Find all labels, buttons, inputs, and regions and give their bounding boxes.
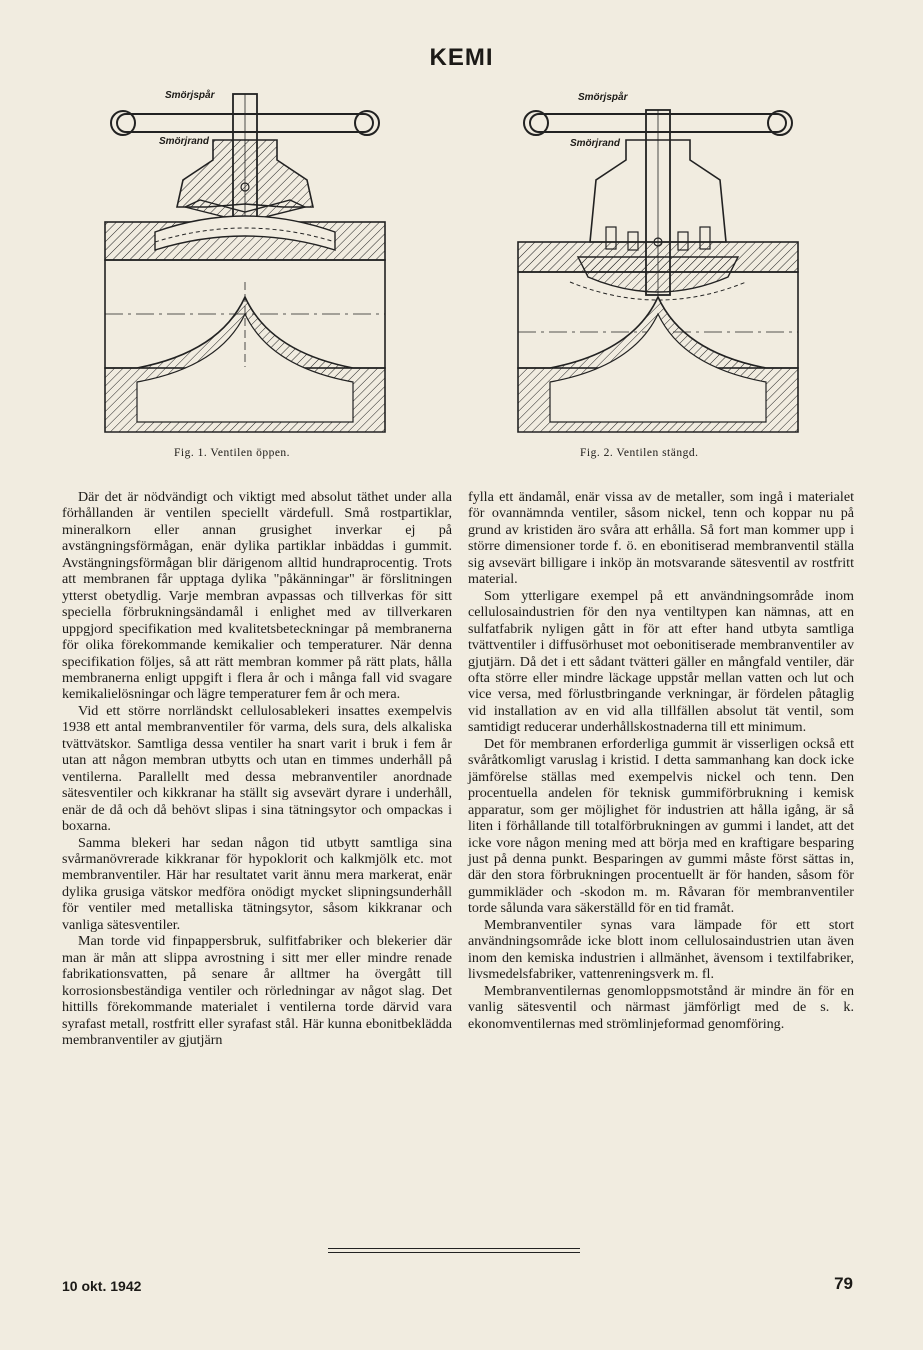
paragraph: Som ytterligare exempel på ett användningsområde inom cellulosaindustrien för den nya ventiltypen kan nämnas, att en sulfatfabrik nyligen gått in för att efter hand utbyta samtliga tvättventiler i diffusörhuset mot oebonitiserade membranventiler av gjutjärn. Då det i ett sådant tvätteri gäller en mångfald ventiler, där ofta större eller mindre läckage uppstår mellan vatten och lut och vice versa, med förlustbringande verkningar, är fördelen påtaglig vid installation av en vid alla tillfällen absolut tät ventil, som samtidigt reducerar underhållskostnaderna till ett minimum.: [468, 587, 854, 736]
issue-date: 10 okt. 1942: [62, 1278, 142, 1294]
paragraph: Det för membranen erforderliga gummit är visserligen också ett svåråtkomligt varuslag i kristid. I detta sammanhang kan dock icke jämförelse ställas med exempelvis nickel och tenn. Den procentuella andelen för teknisk gummiförbrukning i kemisk apparatur, som ger möjlighet för industrien att hålla igång, är så liten i förhållande till totalförbrukningen av gummi i landet, att det icke vore någon mening med att börja med en kraftigare besparing just på denna punkt. Besparingen av gummi måste först sättas in, där den stora förbrukningen procentuellt är för handen, såsom för gummikläder och -skodon m. m. Råvaran för membranventiler torde sålunda vara säkerställd för en tid framåt.: [468, 735, 854, 917]
figure-valve-open: [95, 82, 395, 472]
figure-valve-closed: [508, 82, 808, 472]
label-smorjspar: Smörjspår: [165, 90, 215, 101]
article-column-right: [468, 489, 854, 1032]
paragraph: Man torde vid finpappersbruk, sulfitfabriker och blekerier där man är mån att slippa avrostning i sitt mer eller mindre renade fabrikationsvatten, på senare år alltmer ha övergått till korrosionsbeständiga ventiler och rörledningar av något slag. Det hittills förekommande materialet i ventilerna torde därvid vara syrafast metall, rostfritt eller syrafast stål. Här kunna ebonitbeklädda membranventiler av gjutjärn: [62, 933, 452, 1048]
paragraph: Där det är nödvändigt och viktigt med absolut täthet under alla förhållanden är ventilen speciellt värdefull. Små rostpartiklar, mineralkorn eller annan grusighet inverkar ej på avstängningsförmågan, enär dylika partiklar inbäddas i gummit. Avstängningsförmågan blir därigenom alltid hundraprocentig. Trots att membranen får upptaga dylika "påkänningar" är förslitningen ytterst obetydlig. Varje membran avpassas och tillverkas för sitt speciella förbrukningsändamål i enlighet med av tillverkaren uppgjord specifikation med kvalitetsbeteckningar på membranerna för olika förekommande kemikalier och temperaturer. När denna specifikation följes, så att rätt membran kommer på rätt plats, hålla membranerna enligt uppgift i flera år och i många fall vid svagare kemikalielösningar och lägre temperaturer fem år och mera.: [62, 489, 452, 703]
label-smorjrand: Smörjrand: [570, 138, 621, 149]
label-smorjrand: Smörjrand: [159, 136, 210, 147]
paragraph: fylla ett ändamål, enär vissa av de metaller, som ingå i materialet för ovannämnda ventiler, såsom nickel, tenn och koppar nu på grund av kristiden äro svåra att erhålla. Så fort man kommer upp i större dimensioner torde f. ö. en ebonitiserad membranventil ställa sig avsevärt billigare i inköp än motsvarande sätesventil av rostfritt material.: [468, 489, 854, 588]
figure-2-caption: Fig. 2. Ventilen stängd.: [580, 447, 699, 459]
section-title: KEMI: [429, 44, 494, 71]
figure-1-caption: Fig. 1. Ventilen öppen.: [174, 447, 291, 459]
label-smorjspar: Smörjspår: [578, 92, 628, 103]
valve-open-drawing: [95, 82, 395, 452]
valve-closed-drawing: [508, 82, 808, 452]
paragraph: Membranventiler synas vara lämpade för ett stort användningsområde icke blott inom cellulosaindustrien utan även inom den kemiska industrien i allmänhet, ävensom i textilfabriker, livsmedelsfabriker, vattenreningsverk m. fl.: [468, 916, 854, 983]
paragraph: Membranventilernas genomloppsmotstånd är mindre än för en vanlig sätesventil och närmast jämförligt med de s. k. ekonomventilernas med strömlinjeformad genomföring.: [468, 982, 854, 1032]
paragraph: Vid ett större norrländskt cellulosablekeri insattes exempelvis 1938 ett antal membranventiler för varma, dels sura, dels alkaliska tvättvätskor. Samtliga dessa ventiler ha snart varit i bruk i fem år utan att någon membran utbytts och utan en timmes underhåll på ventilerna. Parallellt med dessa mebranventiler anordnade sätesventiler och kikkranar ha ställt sig avsevärt dyrare i underhåll, enär de då och då behövt slipas i sina tätningsytor och ompackas i boxarna.: [62, 702, 452, 835]
article-column-left: [62, 489, 452, 1048]
paragraph: Samma blekeri har sedan någon tid utbytt samtliga sina svårmanövrerade kikkranar för hypoklorit och kalkmjölk etc. mot membranventiler. Här har resultatet varit ännu mera markerat, enär dylika grusiga vätskor medföra onödigt mycket slipningsunderhåll för ventiler med metalliska tätningsytor, såsom kikkranar och vanliga sätesventiler.: [62, 834, 452, 933]
page-number: 79: [834, 1274, 853, 1293]
end-rule: [328, 1252, 580, 1253]
end-rule: [328, 1248, 580, 1249]
